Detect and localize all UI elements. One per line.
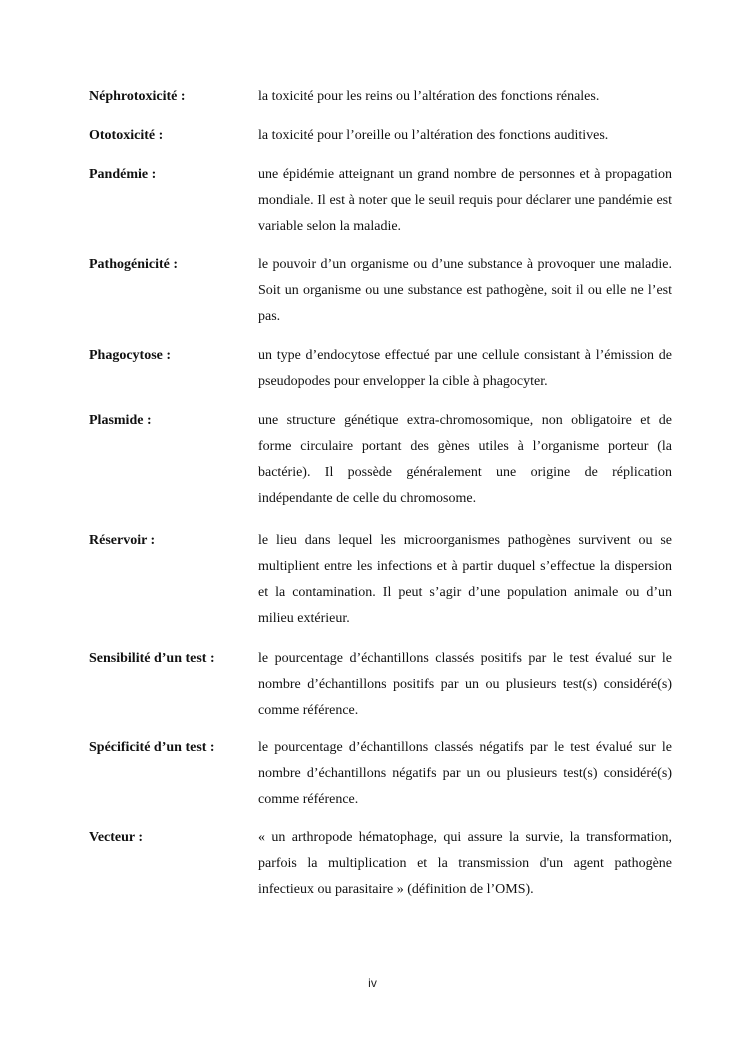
glossary-definition: un type d’endocytose effectué par une cellule consistant à l’émission de pseudopodes pour envelopper la cible à phagocyter. xyxy=(258,348,672,389)
glossary-definition: le pouvoir d’un organisme ou d’une substance à provoquer une maladie. Soit un organisme ou une substance est pathogène, soit il ou elle ne l’est pas. xyxy=(258,257,672,324)
glossary-term: Pathogénicité : xyxy=(89,257,179,272)
glossary-definition: une structure génétique extra-chromosomique, non obligatoire et de forme circulaire portant des gènes utiles à l’organisme porteur (la bactérie). Il possède généralement une origine de réplication indépendante de celle du chromosome. xyxy=(258,413,672,506)
glossary-term: Réservoir : xyxy=(89,533,156,548)
glossary-term: Phagocytose : xyxy=(89,348,172,363)
glossary-definition: le pourcentage d’échantillons classés positifs par le test évalué sur le nombre d’échantillons positifs par un ou plusieurs test(s) considéré(s) comme référence. xyxy=(258,651,672,718)
glossary-term: Plasmide : xyxy=(89,413,152,428)
glossary-term: Sensibilité d’un test : xyxy=(89,651,215,666)
glossary-term: Ototoxicité : xyxy=(89,128,164,143)
glossary-definition: la toxicité pour les reins ou l’altération des fonctions rénales. xyxy=(258,89,600,104)
glossary-term: Spécificité d’un test : xyxy=(89,740,215,755)
glossary-definition: « un arthropode hématophage, qui assure la survie, la transformation, parfois la multiplication et la transmission d'un agent pathogène infectieux ou parasitaire » (définition de l’OMS). xyxy=(258,830,672,897)
page-number: iv xyxy=(368,976,377,990)
glossary-term: Pandémie : xyxy=(89,167,157,182)
glossary-term: Vecteur : xyxy=(89,830,144,845)
glossary-definition: la toxicité pour l’oreille ou l’altération des fonctions auditives. xyxy=(258,128,609,143)
glossary-definition: le lieu dans lequel les microorganismes pathogènes survivent ou se multiplient entre les infections et à partir duquel s’effectue la dispersion et la contamination. Il peut s’agir d’une population animale ou d’un milieu extérieur. xyxy=(258,533,672,626)
glossary-definition: le pourcentage d’échantillons classés négatifs par le test évalué sur le nombre d’échantillons négatifs par un ou plusieurs test(s) considéré(s) comme référence. xyxy=(258,740,672,807)
glossary-term: Néphrotoxicité : xyxy=(89,89,186,104)
glossary-definition: une épidémie atteignant un grand nombre de personnes et à propagation mondiale. Il est à noter que le seuil requis pour déclarer une pandémie est variable selon la maladie. xyxy=(258,167,672,234)
